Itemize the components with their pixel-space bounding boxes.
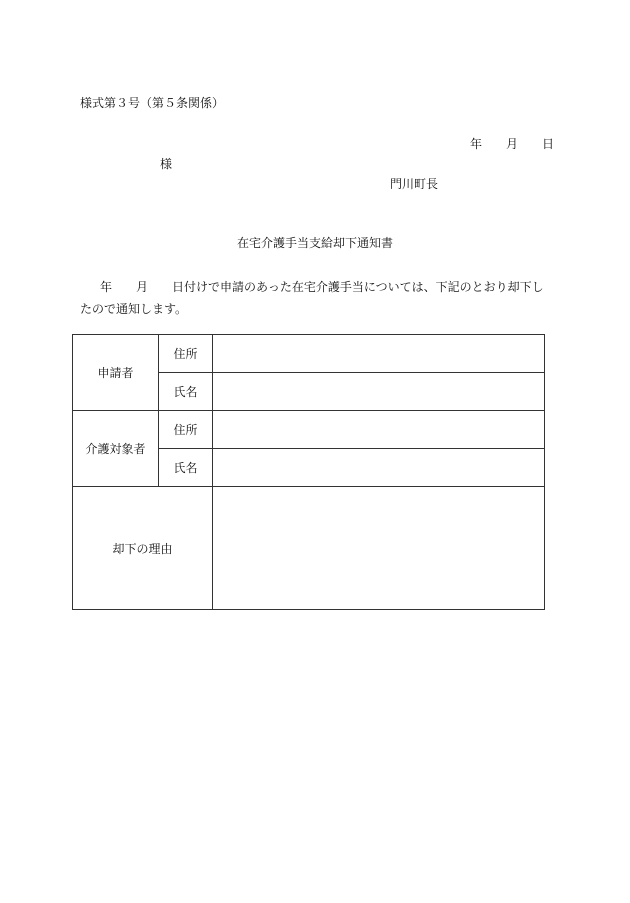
form-number: 様式第３号（第５条関係） (80, 96, 225, 110)
date-year: 年 (470, 137, 483, 151)
body-text: 年 月 日付けで申請のあった在宅介護手当については、下記のとおり却下したので通知します。 (80, 280, 544, 316)
applicant-address-label: 住所 (159, 335, 213, 373)
care-recipient-address-field[interactable] (213, 411, 545, 449)
details-table (72, 334, 545, 610)
date-day: 日 (542, 137, 555, 151)
care-recipient-name-label: 氏名 (159, 449, 213, 487)
care-recipient-label: 介護対象者 (73, 411, 159, 487)
applicant-name-field[interactable] (213, 373, 545, 411)
reason-field[interactable] (213, 487, 545, 610)
document-title: 在宅介護手当支給却下通知書 (236, 236, 393, 250)
care-recipient-name-field[interactable] (213, 449, 545, 487)
applicant-label: 申請者 (73, 335, 159, 411)
reason-label: 却下の理由 (73, 487, 213, 610)
date-month: 月 (506, 137, 519, 151)
issuer: 門川町長 (390, 177, 439, 191)
applicant-address-field[interactable] (213, 335, 545, 373)
applicant-name-label: 氏名 (159, 373, 213, 411)
care-recipient-address-label: 住所 (159, 411, 213, 449)
date-line (470, 138, 554, 150)
addressee-suffix: 様 (160, 157, 173, 171)
